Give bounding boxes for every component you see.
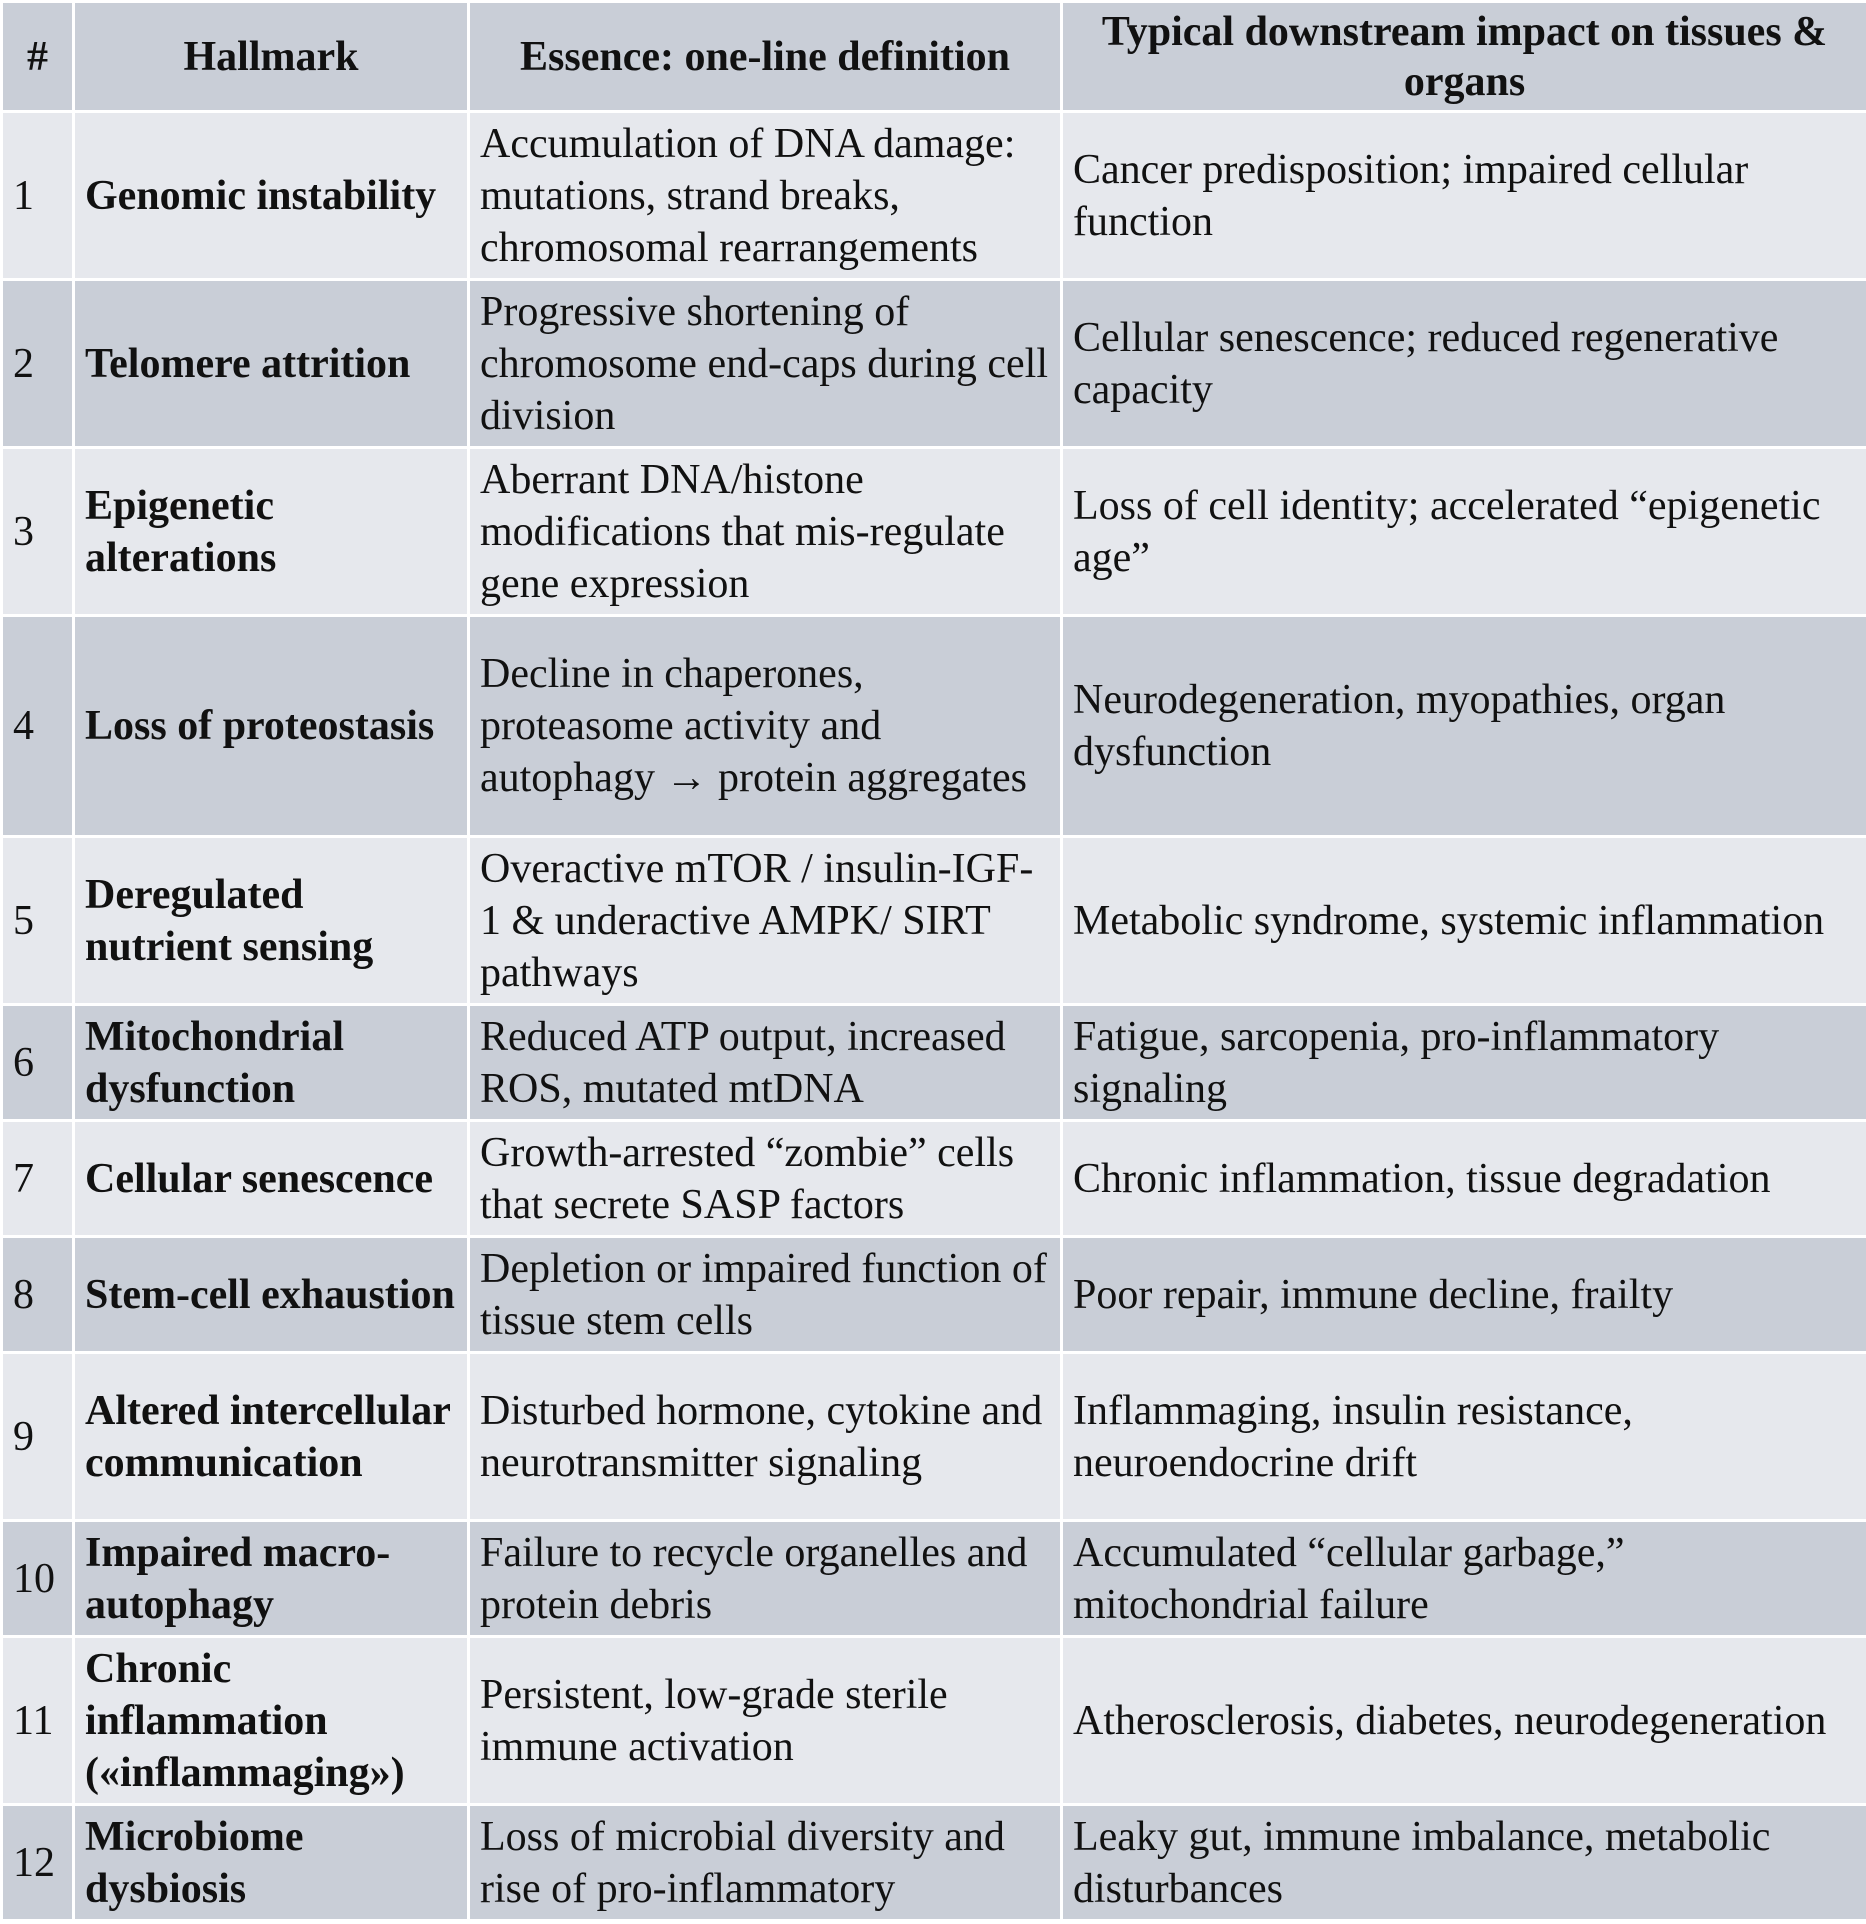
table-row [2, 1121, 1866, 1237]
essence-text: Accumulation of DNA damage: mutations, strand breaks, chromosomal rearrangements [469, 112, 1062, 280]
row-number: 1 [2, 112, 74, 280]
essence-text: Loss of microbial diversity and rise of pro-inflammatory [469, 1805, 1062, 1921]
table-row [2, 1805, 1866, 1921]
row-number: 6 [2, 1005, 74, 1121]
row-number: 9 [2, 1353, 74, 1521]
impact-text: Accumulated “cellular garbage,” mitochondrial failure [1062, 1521, 1866, 1637]
essence-text: Progressive shortening of chromosome end-caps during cell division [469, 280, 1062, 448]
hallmark-name: Chronic inflammation («inflammaging») [74, 1637, 469, 1805]
header-impact: Typical downstream impact on tissues & organs [1062, 2, 1866, 112]
impact-text: Chronic inflammation, tissue degradation [1062, 1121, 1866, 1237]
table-row [2, 1237, 1866, 1353]
table-row [2, 280, 1866, 448]
essence-text: Failure to recycle organelles and protein debris [469, 1521, 1062, 1637]
hallmark-name: Mitochondrial dysfunction [74, 1005, 469, 1121]
impact-text: Atherosclerosis, diabetes, neurodegeneration [1062, 1637, 1866, 1805]
hallmark-name: Deregulated nutrient sensing [74, 837, 469, 1005]
table-row [2, 112, 1866, 280]
impact-text: Neurodegeneration, myopathies, organ dysfunction [1062, 616, 1866, 837]
impact-text: Cancer predisposition; impaired cellular function [1062, 112, 1866, 280]
impact-text: Metabolic syndrome, systemic inflammation [1062, 837, 1866, 1005]
impact-text: Fatigue, sarcopenia, pro-inflammatory signaling [1062, 1005, 1866, 1121]
essence-text: Aberrant DNA/histone modifications that mis-regulate gene expression [469, 448, 1062, 616]
row-number: 7 [2, 1121, 74, 1237]
row-number: 10 [2, 1521, 74, 1637]
impact-text: Leaky gut, immune imbalance, metabolic disturbances [1062, 1805, 1866, 1921]
hallmark-name: Stem-cell exhaustion [74, 1237, 469, 1353]
header-number: # [2, 2, 74, 112]
table-row [2, 1005, 1866, 1121]
row-number: 3 [2, 448, 74, 616]
essence-text: Reduced ATP output, increased ROS, mutated mtDNA [469, 1005, 1062, 1121]
essence-text: Persistent, low-grade sterile immune activation [469, 1637, 1062, 1805]
row-number: 4 [2, 616, 74, 837]
essence-text: Depletion or impaired function of tissue stem cells [469, 1237, 1062, 1353]
hallmark-name: Altered intercellular communication [74, 1353, 469, 1521]
hallmark-name: Genomic instability [74, 112, 469, 280]
table-row [2, 837, 1866, 1005]
hallmark-name: Impaired macro-autophagy [74, 1521, 469, 1637]
table-row [2, 448, 1866, 616]
hallmark-name: Loss of proteostasis [74, 616, 469, 837]
hallmark-name: Telomere attrition [74, 280, 469, 448]
impact-text: Poor repair, immune decline, frailty [1062, 1237, 1866, 1353]
header-row [2, 2, 1866, 112]
table-row [2, 1637, 1866, 1805]
impact-text: Cellular senescence; reduced regenerative capacity [1062, 280, 1866, 448]
row-number: 12 [2, 1805, 74, 1921]
essence-text: Overactive mTOR / insulin-IGF-1 & underactive AMPK/ SIRT pathways [469, 837, 1062, 1005]
impact-text: Loss of cell identity; accelerated “epigenetic age” [1062, 448, 1866, 616]
essence-text: Growth-arrested “zombie” cells that secrete SASP factors [469, 1121, 1062, 1237]
essence-text: Decline in chaperones, proteasome activity and autophagy → protein aggregates [469, 616, 1062, 837]
row-number: 2 [2, 280, 74, 448]
row-number: 8 [2, 1237, 74, 1353]
impact-text: Inflammaging, insulin resistance, neuroendocrine drift [1062, 1353, 1866, 1521]
header-essence: Essence: one-line definition [469, 2, 1062, 112]
hallmark-name: Microbiome dysbiosis [74, 1805, 469, 1921]
table-row [2, 616, 1866, 837]
row-number: 5 [2, 837, 74, 1005]
hallmark-name: Cellular senescence [74, 1121, 469, 1237]
header-hallmark: Hallmark [74, 2, 469, 112]
row-number: 11 [2, 1637, 74, 1805]
table-row [2, 1353, 1866, 1521]
table-row [2, 1521, 1866, 1637]
hallmark-name: Epigenetic alterations [74, 448, 469, 616]
essence-text: Disturbed hormone, cytokine and neurotransmitter signaling [469, 1353, 1062, 1521]
